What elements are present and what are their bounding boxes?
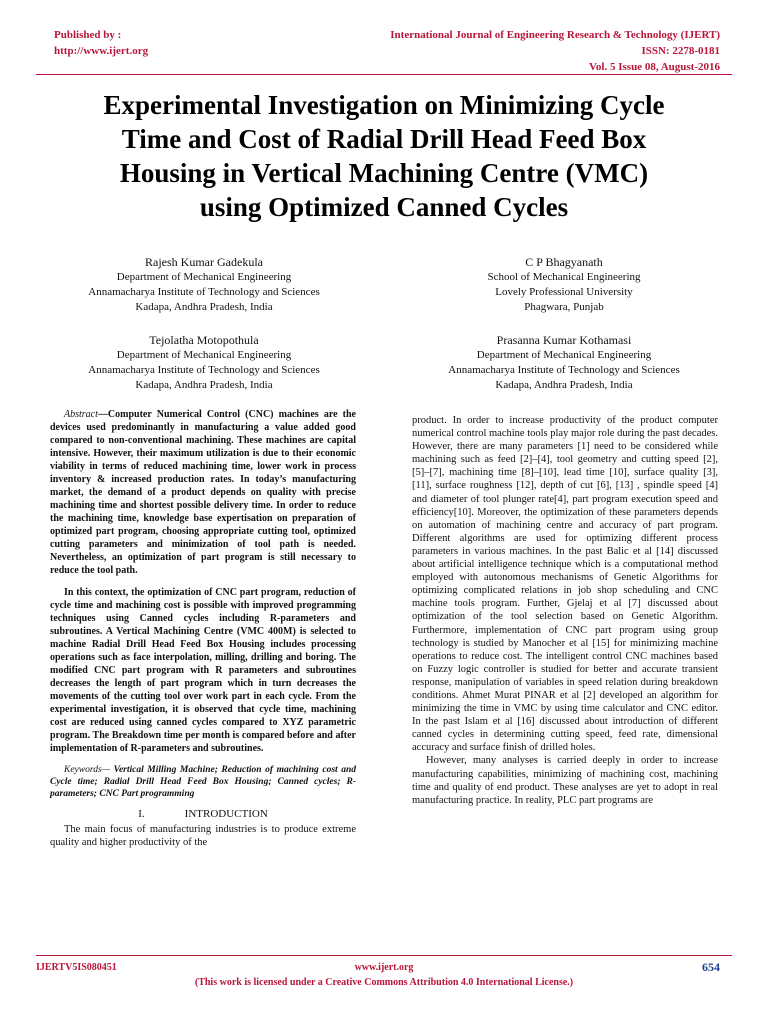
title-line: Housing in Vertical Machining Centre (VMC)	[119, 158, 649, 188]
abstract	[50, 408, 356, 577]
author-dept: Department of Mechanical Engineering	[116, 271, 292, 283]
author-location: Kadapa, Andhra Pradesh, India	[135, 379, 273, 391]
author-institution: Lovely Professional University	[495, 286, 633, 298]
author-location: Kadapa, Andhra Pradesh, India	[135, 301, 273, 313]
author-name: Tejolatha Motopothula	[149, 333, 259, 347]
right-column	[412, 414, 718, 807]
section-number: I.	[138, 808, 145, 820]
author-block	[34, 332, 374, 393]
author-dept: Department of Mechanical Engineering	[116, 349, 292, 361]
author-dept: School of Mechanical Engineering	[487, 271, 641, 283]
author-block	[394, 254, 734, 315]
journal-name: International Journal of Engineering Research & Technology (IJERT)	[390, 29, 720, 41]
title-line: Time and Cost of Radial Drill Head Feed Box	[121, 124, 647, 154]
keywords-label: Keywords—	[64, 765, 111, 775]
intro-paragraph: The main focus of manufacturing industries is to produce extreme quality and higher productivity of the	[50, 824, 356, 848]
paper-title	[40, 88, 728, 224]
author-name: C P Bhagyanath	[525, 255, 603, 269]
author-block	[34, 254, 374, 315]
published-by-label: Published by :	[54, 29, 122, 41]
author-location: Kadapa, Andhra Pradesh, India	[495, 379, 633, 391]
author-institution: Annamacharya Institute of Technology and Sciences	[88, 286, 320, 298]
abstract-paragraph-2: In this context, the optimization of CNC part program, reduction of cycle time and machining cost is possible with improved programming techniques using Canned cycles including R-parameters and subroutines. A Vertical Machining Centre (VMC 400M) is selected to machine Radial Drill Head Feed Box Housing includes processing operations such as face interpolation, milling, drilling and boring. The modified CNC part program with R parameters and subroutines decreases the length of part program which in turn decreases the movements of the cutting tool over work part in each cycle. From the experimental investigation, it is observed that cycle time, machining cost are reduced using canned cycles compared to XYZ parametric program. The Breakdown time per month is compared before and after implementation of R-parameters and subroutines.	[50, 587, 356, 754]
license-notice: (This work is licensed under a Creative Commons Attribution 4.0 International License.)	[194, 977, 574, 988]
intro-paragraph-2: However, many analyses is carried deeply in order to increase manufacturing capabilities, minimizing of machining cost, machining time and quality of end product. These analyses are yet to adopt in real manufacturing practice. In reality, PLC part programs are	[412, 755, 718, 806]
keywords-text: Vertical Milling Machine; Reduction of machining cost and Cycle time; Radial Drill Head Feed Box Housing; Canned cycles; R-parameters; CNC Part programming	[50, 765, 356, 799]
intro-paragraph-continued: product. In order to increase productivity of the product computer numerical control machine tools play major role during the past decades. However, there are many parameters [1] need to be considered while machining such as feed [2]–[4], tool geometry and cutting speed [2], [5]–[7], machining time [8]–[10], lead time [10], surface quality [3], [11], surface roughness [12], depth of cut [6], [13] , spindle speed [4] and diameter of tool plunger rate[4], part program execution speed and efficiency[10]. Moreover, the optimization of these parameters depends on automation of machining centre and accuracy of part program. Different algorithms are used for optimizing different process parameters in various machines. In the past Balic et al [14] discussed about artificial intelligence technique which is a computational method employed with autonomous mechanisms of Genetic Algorithms for optimizing complicated relations in job shop scheduling and CNC machine tools program. Further, Gjelaj et al [7] discussed about optimization of the tool selection based on Genetic Algorithm. Furthermore, implementation of CNC part program using group technology is studied by Manocher et al [15] for minimizing machine operations to reduce cost. The intelligent control CNC machines based on Fuzzy logic controller is studied for better and accurate transient response, manipulation of variables in speed relation during breakdown conditions. Ahmet Murat PINAR et al [2] developed an algorithm for minimizing the time in VMC by using time calculator and CNC editor. In the past Islam et al [16] discussed about introduction of different canned cycles in determining cutting speed, feed rate, dimensional accuracy and surface finish of drilled holes.	[412, 415, 718, 754]
paper-id: IJERTV5IS080451	[36, 962, 117, 973]
author-location: Phagwara, Punjab	[524, 301, 604, 313]
author-name: Prasanna Kumar Kothamasi	[496, 333, 632, 347]
abstract-label: Abstract	[64, 409, 98, 420]
section-heading-introduction	[50, 808, 356, 821]
author-name: Rajesh Kumar Gadekula	[145, 255, 263, 269]
title-line: Experimental Investigation on Minimizing Cycle	[103, 90, 665, 120]
section-title: INTRODUCTION	[184, 808, 268, 820]
journal-block	[390, 27, 720, 75]
volume-issue: Vol. 5 Issue 08, August-2016	[588, 61, 720, 73]
footer-site-link[interactable]: www.ijert.org	[354, 962, 414, 973]
author-institution: Annamacharya Institute of Technology and Sciences	[88, 364, 320, 376]
title-line: using Optimized Canned Cycles	[199, 192, 569, 222]
publisher-block	[54, 27, 148, 59]
abstract-text: —Computer Numerical Control (CNC) machines are the devices used predominantly in manufacturing a value added good compared to non-conventional machining. These machines are capital intensive. However, their maximum utilization is due to their economic viability in terms of reduced machining time, lower work in process inventory & increased production rates. In today’s manufacturing market, the demand of a product depends on quality with precise machining time and shortest possible delivery time. In order to reduce the machining time, knowledge base expertisation on preparation of optimized part program, choosing appropriate cutting tool, optimized cutting parameters and minimization of tool path is needed. Nevertheless, an optimization of part program is still necessary to reduce the tool path.	[50, 409, 356, 576]
footer-rule	[36, 955, 732, 956]
page-number: 654	[702, 960, 720, 974]
author-block	[394, 332, 734, 393]
author-institution: Annamacharya Institute of Technology and Sciences	[448, 364, 680, 376]
publisher-url-link[interactable]: http://www.ijert.org	[54, 45, 149, 57]
author-dept: Department of Mechanical Engineering	[476, 349, 652, 361]
left-column	[50, 408, 356, 849]
header-rule	[36, 74, 732, 75]
keywords	[50, 764, 356, 800]
issn: ISSN: 2278-0181	[641, 45, 720, 57]
